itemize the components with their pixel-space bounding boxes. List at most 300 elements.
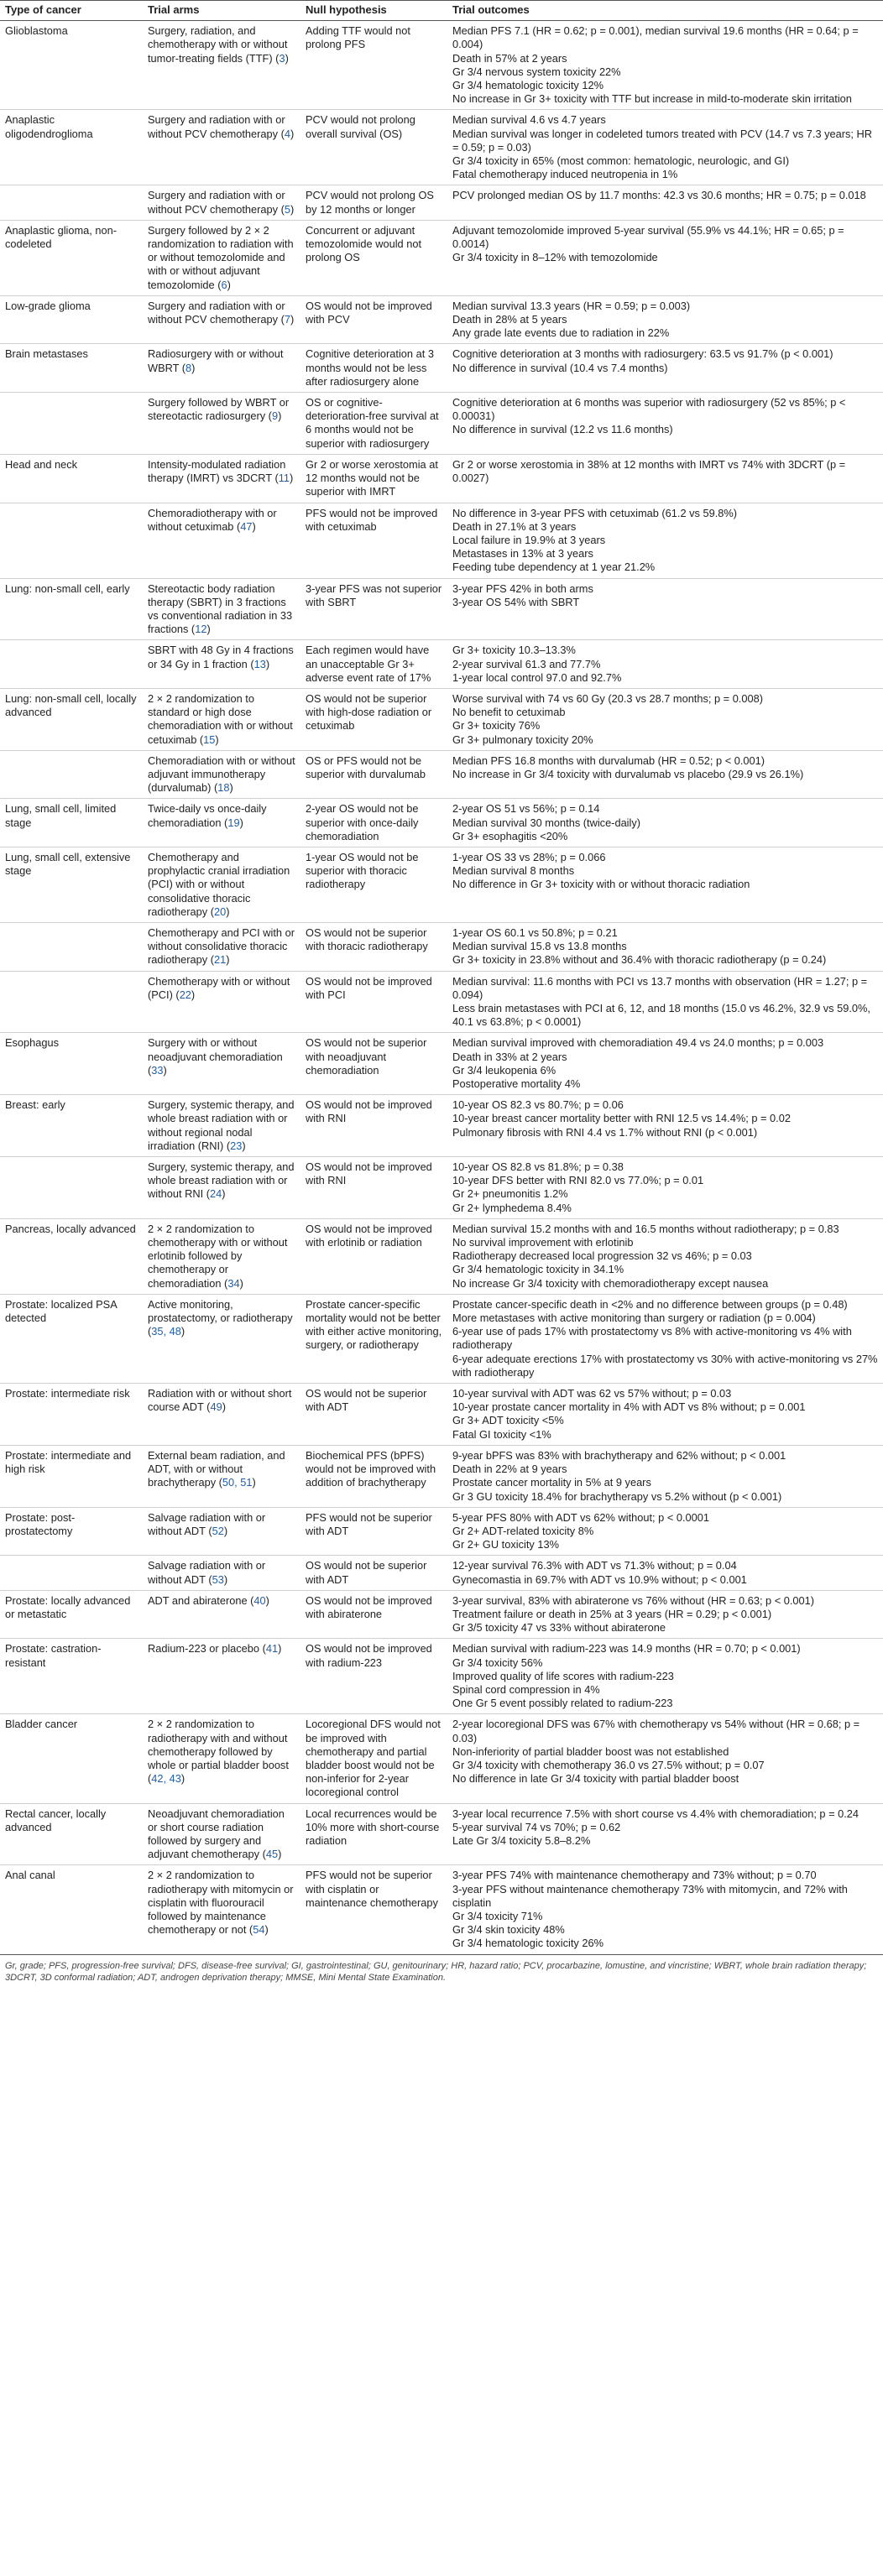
outcome-line: Gr 3/4 toxicity with chemotherapy 36.0 vs 27.5% without; p = 0.07 (452, 1758, 765, 1771)
cell-null-hypothesis: OS or cognitive-deterioration-free survival at 6 months would not be superior with radiosurgery (300, 393, 447, 455)
table-row (0, 503, 883, 578)
cell-trial-outcomes (447, 922, 883, 971)
cell-cancer-type: Low-grade glioma (0, 295, 143, 344)
outcome-line: 2-year survival 61.3 and 77.7% (452, 657, 601, 670)
cell-trial-arms: Chemotherapy and PCI with or without consolidative thoracic radiotherapy (21) (143, 922, 300, 971)
cell-cancer-type: Prostate: locally advanced or metastatic (0, 1590, 143, 1639)
outcome-line: Median survival improved with chemoradiation 49.4 vs 24.0 months; p = 0.003 (452, 1036, 824, 1050)
outcome-line: Gr 3/4 toxicity 71% (452, 1909, 543, 1922)
cell-trial-arms: SBRT with 48 Gy in 4 fractions or 34 Gy in 1 fraction (13) (143, 640, 300, 689)
table-row (0, 1556, 883, 1590)
reference-link[interactable]: 15 (203, 733, 216, 746)
cell-null-hypothesis: OS would not be superior with neoadjuvant chemoradiation (300, 1033, 447, 1095)
outcome-line: Gr 3/5 toxicity 47 vs 33% without abiraterone (452, 1621, 666, 1635)
header-row (0, 1, 883, 21)
reference-link[interactable]: 40 (253, 1593, 266, 1607)
cell-cancer-type: Bladder cancer (0, 1714, 143, 1803)
cell-trial-outcomes (447, 1714, 883, 1803)
reference-link[interactable]: 4 (284, 127, 291, 140)
cell-trial-outcomes (447, 971, 883, 1033)
outcome-line: 5-year survival 74 vs 70%; p = 0.62 (452, 1820, 621, 1833)
table-row (0, 799, 883, 847)
outcome-line: Late Gr 3/4 toxicity 5.8–8.2% (452, 1833, 591, 1847)
outcome-line: Gr 3/4 hematologic toxicity in 34.1% (452, 1263, 624, 1276)
outcome-line: No difference in survival (12.2 vs 11.6 months) (452, 423, 673, 436)
cell-cancer-type: Prostate: castration-resistant (0, 1639, 143, 1714)
outcome-line: Local failure in 19.9% at 3 years (452, 533, 606, 546)
reference-link[interactable]: 42, 43 (151, 1772, 181, 1786)
table-row (0, 1095, 883, 1157)
table-row (0, 688, 883, 750)
outcome-line: 10-year survival with ADT was 62 vs 57% without; p = 0.03 (452, 1387, 732, 1400)
trial-arms-text: Twice-daily vs once-daily chemoradiation (148, 802, 267, 829)
trial-arms-text: Chemotherapy and PCI with or without consolidative thoracic radiotherapy (148, 926, 295, 967)
trial-arms-text: Intensity-modulated radiation therapy (IMRT) vs 3DCRT (148, 457, 286, 485)
outcome-line: Gr 3/4 toxicity 56% (452, 1656, 543, 1669)
trial-arms-text: Chemotherapy with or without (PCI) (148, 974, 290, 1001)
cell-trial-arms: Chemoradiotherapy with or without cetuximab (47) (143, 503, 300, 578)
outcome-line: Death in 57% at 2 years (452, 51, 567, 65)
outcome-line: No difference in Gr 3+ toxicity with or without thoracic radiation (452, 878, 750, 891)
cell-trial-outcomes (447, 21, 883, 110)
cell-null-hypothesis: Each regimen would have an unacceptable Gr 3+ adverse event rate of 17% (300, 640, 447, 689)
reference-link[interactable]: 3 (279, 51, 285, 65)
outcome-line: 3-year PFS 42% in both arms (452, 581, 593, 595)
table-row (0, 454, 883, 503)
outcome-line: Feeding tube dependency at 1 year 21.2% (452, 561, 656, 574)
cell-trial-outcomes (447, 799, 883, 847)
table-row (0, 393, 883, 455)
outcome-line: 3-year OS 54% with SBRT (452, 595, 580, 608)
outcome-line: Gr 3/4 toxicity in 65% (most common: hematologic, neurologic, and GI) (452, 154, 790, 168)
cell-cancer-type: Glioblastoma (0, 21, 143, 110)
cell-trial-outcomes (447, 1507, 883, 1556)
table-row (0, 847, 883, 922)
outcome-line: Median survival: 11.6 months with PCI vs 13.7 months with observation (HR = 1.27; p = 0.094) (452, 974, 868, 1001)
outcome-line: Gr 3+ esophagitis <20% (452, 829, 568, 842)
outcome-line: Less brain metastases with PCI at 6, 12, and 18 months (15.0 vs 46.2%, 32.9 vs 59.0%, 40.1 vs 63.8%; p < 0.0001) (452, 1002, 870, 1029)
cell-trial-outcomes (447, 110, 883, 185)
cell-trial-outcomes (447, 1157, 883, 1219)
outcome-line: Gr 2+ pneumonitis 1.2% (452, 1187, 568, 1201)
cell-trial-arms: Radium-223 or placebo (41) (143, 1639, 300, 1714)
outcome-line: No increase Gr 3/4 toxicity with chemoradiotherapy except nausea (452, 1276, 769, 1290)
trial-arms-text: ADT and abiraterone (148, 1593, 248, 1607)
reference-link[interactable]: 53 (212, 1572, 224, 1586)
outcome-line: Spinal cord compression in 4% (452, 1682, 600, 1696)
table-row (0, 1639, 883, 1714)
outcome-line: 3-year local recurrence 7.5% with short course vs 4.4% with chemoradiation; p = 0.24 (452, 1807, 859, 1820)
cell-trial-arms: Neoadjuvant chemoradiation or short course radiation followed by surgery and adjuvant chemotherapy (45) (143, 1803, 300, 1865)
cell-cancer-type (0, 922, 143, 971)
outcome-line: Cognitive deterioration at 6 months was superior with radiosurgery (52 vs 85%; p < 0.00031) (452, 396, 846, 423)
outcome-line: Median survival with radium-223 was 14.9 months (HR = 0.70; p < 0.001) (452, 1642, 801, 1656)
outcome-line: 2-year locoregional DFS was 67% with chemotherapy vs 54% without (HR = 0.68; p = 0.03) (452, 1718, 860, 1744)
cell-null-hypothesis: Cognitive deterioration at 3 months would not be less after radiosurgery alone (300, 344, 447, 393)
outcome-line: No difference in survival (10.4 vs 7.4 months) (452, 361, 668, 374)
cell-null-hypothesis: OS would not be improved with radium-223 (300, 1639, 447, 1714)
cell-trial-arms: Surgery, radiation, and chemotherapy with or without tumor-treating fields (TTF) (3) (143, 21, 300, 110)
cell-trial-arms: Stereotactic body radiation therapy (SBRT) in 3 fractions vs conventional radiation in 33 fractions (12) (143, 578, 300, 640)
trial-arms-text: Surgery followed by 2 × 2 randomization to radiation with or without temozolomide and with or without adjuvant temozolomide (148, 223, 294, 291)
cell-null-hypothesis: OS would not be improved with PCI (300, 971, 447, 1033)
table-row (0, 295, 883, 344)
table-row (0, 1590, 883, 1639)
cell-trial-arms: Salvage radiation with or without ADT (53) (143, 1556, 300, 1590)
cell-trial-outcomes (447, 185, 883, 220)
cell-cancer-type: Head and neck (0, 454, 143, 503)
outcome-line: 10-year breast cancer mortality better with RNI 12.5 vs 14.4%; p = 0.02 (452, 1112, 791, 1125)
cell-trial-arms: Chemotherapy and prophylactic cranial irradiation (PCI) with or without consolidative thoracic radiotherapy (20) (143, 847, 300, 922)
outcome-line: Median survival 30 months (twice-daily) (452, 816, 641, 829)
trial-arms-text: Radiation with or without short course ADT (148, 1387, 292, 1414)
cell-null-hypothesis: OS would not be superior with ADT (300, 1556, 447, 1590)
outcome-line: Treatment failure or death in 25% at 3 years (HR = 0.29; p < 0.001) (452, 1607, 772, 1620)
cell-trial-outcomes (447, 1556, 883, 1590)
trial-arms-text: 2 × 2 randomization to standard or high dose chemoradiation with or without cetuximab (148, 691, 293, 746)
outcome-line: Adjuvant temozolomide improved 5-year survival (55.9% vs 44.1%; HR = 0.65; p = 0.0014) (452, 223, 844, 251)
cell-trial-outcomes (447, 1218, 883, 1294)
outcome-line: Gr 3/4 hematologic toxicity 26% (452, 1937, 603, 1950)
cell-null-hypothesis: OS would not be improved with RNI (300, 1095, 447, 1157)
reference-link[interactable]: 52 (212, 1524, 224, 1537)
outcome-line: Gr 3+ pulmonary toxicity 20% (452, 733, 593, 746)
table-row (0, 220, 883, 295)
table-row (0, 1033, 883, 1095)
cell-trial-outcomes (447, 1294, 883, 1383)
trial-arms-text: Chemotherapy and prophylactic cranial irradiation (PCI) with or without consolidative thoracic radiotherapy (148, 850, 290, 918)
cell-cancer-type (0, 971, 143, 1033)
trial-arms-text: External beam radiation, and ADT, with or without brachytherapy (148, 1448, 285, 1489)
table-row (0, 971, 883, 1033)
outcome-line: 6-year adequate erections 17% with prostatectomy vs 30% with active-monitoring vs 27% with radiotherapy (452, 1352, 878, 1379)
cell-trial-arms: Intensity-modulated radiation therapy (IMRT) vs 3DCRT (11) (143, 454, 300, 503)
cell-trial-arms: Radiation with or without short course ADT (49) (143, 1384, 300, 1446)
cell-null-hypothesis: PCV would not prolong OS by 12 months or longer (300, 185, 447, 220)
outcome-line: Median survival 15.8 vs 13.8 months (452, 940, 627, 953)
cell-trial-outcomes (447, 1639, 883, 1714)
outcome-line: Gr 3/4 leukopenia 6% (452, 1063, 556, 1077)
reference-link[interactable]: 5 (284, 202, 291, 216)
reference-link[interactable]: 11 (278, 472, 290, 485)
cell-trial-outcomes (447, 1803, 883, 1865)
cell-null-hypothesis: PCV would not prolong overall survival (OS) (300, 110, 447, 185)
table-row (0, 1803, 883, 1865)
cell-cancer-type: Esophagus (0, 1033, 143, 1095)
reference-link[interactable]: 9 (271, 409, 279, 423)
cell-cancer-type (0, 503, 143, 578)
cell-cancer-type (0, 1157, 143, 1219)
outcome-line: Median survival 15.2 months with and 16.5 months without radiotherapy; p = 0.83 (452, 1222, 839, 1235)
outcome-line: Prostate cancer-specific death in <2% and no difference between groups (p = 0.48) (452, 1297, 848, 1311)
cell-cancer-type: Anaplastic glioma, non-codeleted (0, 220, 143, 295)
cell-cancer-type: Prostate: post-prostatectomy (0, 1507, 143, 1556)
cell-trial-outcomes (447, 454, 883, 503)
cell-cancer-type (0, 1556, 143, 1590)
outcome-line: Median survival 8 months (452, 864, 575, 878)
trial-arms-text: Radium-223 or placebo (148, 1642, 260, 1656)
outcome-line: Death in 27.1% at 3 years (452, 519, 577, 533)
cell-trial-outcomes (447, 688, 883, 750)
cell-null-hypothesis: 3-year PFS was not superior with SBRT (300, 578, 447, 640)
table-row (0, 344, 883, 393)
cell-trial-outcomes (447, 750, 883, 799)
header-trial-outcomes: Trial outcomes (447, 1, 883, 21)
reference-link[interactable]: 12 (195, 623, 207, 636)
cell-cancer-type: Breast: early (0, 1095, 143, 1157)
outcome-line: Gr 3/4 hematologic toxicity 12% (452, 79, 603, 92)
reference-link[interactable]: 7 (284, 313, 291, 326)
outcome-line: Prostate cancer mortality in 5% at 9 years (452, 1476, 651, 1489)
cell-null-hypothesis: 1-year OS would not be superior with thoracic radiotherapy (300, 847, 447, 922)
outcome-line: 12-year survival 76.3% with ADT vs 71.3% without; p = 0.04 (452, 1559, 737, 1572)
reference-link[interactable]: 13 (253, 657, 266, 670)
reference-link[interactable]: 54 (253, 1923, 265, 1937)
cell-trial-arms: 2 × 2 randomization to radiotherapy with mitomycin or cisplatin with fluorouracil followed by maintenance chemotherapy or not (54) (143, 1865, 300, 1954)
cell-trial-arms: 2 × 2 randomization to radiotherapy with and without chemotherapy followed by whole or partial bladder boost (42, 43) (143, 1714, 300, 1803)
outcome-line: Any grade late events due to radiation in 22% (452, 326, 670, 340)
outcome-line: No survival improvement with erlotinib (452, 1236, 634, 1249)
cell-null-hypothesis: PFS would not be superior with cisplatin or maintenance chemotherapy (300, 1865, 447, 1954)
table-row (0, 922, 883, 971)
reference-link[interactable]: 34 (227, 1276, 240, 1290)
outcome-line: Gr 3/4 toxicity in 8–12% with temozolomide (452, 251, 658, 264)
cell-trial-outcomes (447, 847, 883, 922)
outcome-line: Fatal chemotherapy induced neutropenia in 1% (452, 168, 678, 181)
cell-cancer-type: Lung: non-small cell, locally advanced (0, 688, 143, 750)
trial-arms-text: Neoadjuvant chemoradiation or short course radiation followed by surgery and adjuvant chemotherapy (148, 1807, 285, 1861)
reference-link[interactable]: 41 (265, 1642, 279, 1656)
outcome-line: 9-year bPFS was 83% with brachytherapy and 62% without; p < 0.001 (452, 1448, 786, 1462)
cell-null-hypothesis: OS would not be superior with ADT (300, 1384, 447, 1446)
trial-arms-text: 2 × 2 randomization to radiotherapy with and without chemotherapy followed by whole or partial bladder boost (148, 1718, 289, 1771)
cell-trial-arms: Surgery and radiation with or without PCV chemotherapy (5) (143, 185, 300, 220)
cell-cancer-type: Prostate: intermediate risk (0, 1384, 143, 1446)
trial-arms-text: 2 × 2 randomization to radiotherapy with mitomycin or cisplatin with fluorouracil followed by maintenance chemotherapy or not (148, 1869, 294, 1937)
reference-link[interactable]: 22 (179, 988, 191, 1001)
outcome-line: Median PFS 16.8 months with durvalumab (HR = 0.52; p < 0.001) (452, 754, 765, 767)
outcome-line: 6-year use of pads 17% with prostatectomy vs 8% with active-monitoring vs 4% with radiotherapy (452, 1325, 852, 1352)
trial-arms-text: Stereotactic body radiation therapy (SBRT) in 3 fractions vs conventional radiation in 33 fractions (148, 581, 293, 636)
trial-arms-text: Surgery with or without neoadjuvant chemoradiation (148, 1036, 283, 1063)
trial-arms-text: Radiosurgery with or without WBRT (148, 347, 284, 374)
cell-null-hypothesis: Adding TTF would not prolong PFS (300, 21, 447, 110)
outcome-line: Gr 2+ lymphedema 8.4% (452, 1201, 572, 1214)
cell-cancer-type (0, 393, 143, 455)
outcome-line: Cognitive deterioration at 3 months with radiosurgery: 63.5 vs 91.7% (p < 0.001) (452, 347, 833, 361)
cell-cancer-type: Rectal cancer, locally advanced (0, 1803, 143, 1865)
cell-trial-arms: ADT and abiraterone (40) (143, 1590, 300, 1639)
cell-trial-outcomes (447, 640, 883, 689)
cell-null-hypothesis: Prostate cancer-specific mortality would not be better with either active monitoring, surgery, or radiotherapy (300, 1294, 447, 1383)
cell-trial-outcomes (447, 1033, 883, 1095)
cell-cancer-type: Anaplastic oligodendroglioma (0, 110, 143, 185)
table-row (0, 1218, 883, 1294)
outcome-line: Gr 3+ toxicity 10.3–13.3% (452, 644, 576, 657)
cell-cancer-type (0, 640, 143, 689)
outcome-line: 1-year local control 97.0 and 92.7% (452, 670, 622, 684)
cell-null-hypothesis: Locoregional DFS would not be improved with chemotherapy and partial bladder boost would not be non-inferior for 2-year locoregional control (300, 1714, 447, 1803)
table-row (0, 750, 883, 799)
reference-link[interactable]: 35, 48 (151, 1325, 181, 1338)
outcome-line: Gr 3+ toxicity in 23.8% without and 36.4% with thoracic radiotherapy (p = 0.24) (452, 953, 827, 967)
cell-cancer-type: Lung: non-small cell, early (0, 578, 143, 640)
reference-link[interactable]: 23 (230, 1139, 243, 1152)
outcome-line: 2-year OS 51 vs 56%; p = 0.14 (452, 802, 600, 816)
table-row (0, 1384, 883, 1446)
cell-cancer-type: Lung, small cell, limited stage (0, 799, 143, 847)
trial-arms-text: Salvage radiation with or without ADT (148, 1559, 266, 1586)
outcome-line: Death in 33% at 2 years (452, 1050, 567, 1063)
table-row (0, 1157, 883, 1219)
outcome-line: Worse survival with 74 vs 60 Gy (20.3 vs 28.7 months; p = 0.008) (452, 691, 763, 705)
cell-cancer-type: Prostate: intermediate and high risk (0, 1445, 143, 1507)
outcome-line: Median survival was longer in codeleted tumors treated with PCV (14.7 vs 7.3 years; HR = 0.59; p = 0.03) (452, 127, 873, 154)
outcome-line: Median PFS 7.1 (HR = 0.62; p = 0.001), median survival 19.6 months (HR = 0.64; p = 0.004) (452, 24, 859, 51)
cell-null-hypothesis: PFS would not be superior with ADT (300, 1507, 447, 1556)
outcome-line: 1-year OS 33 vs 28%; p = 0.066 (452, 850, 606, 863)
cell-trial-arms: Twice-daily vs once-daily chemoradiation (19) (143, 799, 300, 847)
table-row (0, 1445, 883, 1507)
outcome-line: Death in 22% at 9 years (452, 1463, 567, 1476)
outcome-line: Death in 28% at 5 years (452, 313, 567, 326)
cell-trial-outcomes (447, 344, 883, 393)
outcome-line: Metastases in 13% at 3 years (452, 547, 593, 561)
cell-cancer-type (0, 750, 143, 799)
trial-arms-text: SBRT with 48 Gy in 4 fractions or 34 Gy in 1 fraction (148, 644, 294, 670)
cell-trial-outcomes (447, 1865, 883, 1954)
cell-trial-arms: 2 × 2 randomization to chemotherapy with or without erlotinib followed by chemotherapy or chemoradiation (34) (143, 1218, 300, 1294)
outcome-line: More metastases with active monitoring than surgery or radiation (p = 0.004) (452, 1311, 816, 1325)
reference-link[interactable]: 18 (217, 781, 230, 795)
cell-trial-arms: Radiosurgery with or without WBRT (8) (143, 344, 300, 393)
outcome-line: Gr 2 or worse xerostomia in 38% at 12 months with IMRT vs 74% with 3DCRT (p = 0.0027) (452, 457, 846, 485)
cell-trial-outcomes (447, 1445, 883, 1507)
outcome-line: 1-year OS 60.1 vs 50.8%; p = 0.21 (452, 926, 618, 939)
cell-trial-outcomes (447, 220, 883, 295)
outcome-line: Pulmonary fibrosis with RNI 4.4 vs 1.7% without RNI (p < 0.001) (452, 1125, 758, 1139)
cell-trial-arms: Surgery and radiation with or without PCV chemotherapy (7) (143, 295, 300, 344)
cell-cancer-type: Prostate: localized PSA detected (0, 1294, 143, 1383)
cell-null-hypothesis: OS would not be superior with high-dose radiation or cetuximab (300, 688, 447, 750)
outcome-line: No benefit to cetuximab (452, 706, 566, 719)
table-row (0, 185, 883, 220)
reference-link[interactable]: 50, 51 (222, 1476, 253, 1489)
trial-arms-text: Surgery and radiation with or without PCV chemotherapy (148, 113, 285, 140)
cell-null-hypothesis: OS would not be improved with abiraterone (300, 1590, 447, 1639)
cell-trial-arms: Surgery followed by WBRT or stereotactic radiosurgery (9) (143, 393, 300, 455)
table-row (0, 1714, 883, 1803)
cell-trial-arms: Chemotherapy with or without (PCI) (22) (143, 971, 300, 1033)
trial-arms-text: Surgery followed by WBRT or stereotactic radiosurgery (148, 396, 290, 423)
reference-link[interactable]: 8 (185, 361, 192, 374)
table-row (0, 640, 883, 689)
cell-trial-arms: Surgery, systemic therapy, and whole breast radiation with or without regional nodal irradiation (RNI) (23) (143, 1095, 300, 1157)
cell-null-hypothesis: Biochemical PFS (bPFS) would not be improved with addition of brachytherapy (300, 1445, 447, 1507)
outcome-line: Gynecomastia in 69.7% with ADT vs 10.9% without; p < 0.001 (452, 1572, 747, 1586)
reference-link[interactable]: 45 (265, 1848, 279, 1861)
outcome-line: Postoperative mortality 4% (452, 1077, 581, 1091)
reference-link[interactable]: 33 (151, 1063, 164, 1077)
outcome-line: Median survival 13.3 years (HR = 0.59; p = 0.003) (452, 299, 691, 312)
cell-trial-outcomes (447, 1095, 883, 1157)
table-footnote: Gr, grade; PFS, progression-free survival; DFS, disease-free survival; GI, gastrointestinal; GU, genitourinary; HR, hazard ratio; PCV, procarbazine, lomustine, and vincristine; WBRT, whole brain radiation therapy; 3DCRT, 3D conformal radiation; ADT, androgen deprivation therapy; MMSE, Mini Mental State Examination. (5, 1960, 867, 1983)
trial-arms-text: Active monitoring, prostatectomy, or radiotherapy (148, 1297, 293, 1325)
table-row (0, 110, 883, 185)
outcome-line: 5-year PFS 80% with ADT vs 62% without; p < 0.0001 (452, 1510, 709, 1524)
outcome-line: 3-year survival, 83% with abiraterone vs 76% without (HR = 0.63; p < 0.001) (452, 1593, 815, 1607)
cell-null-hypothesis: OS would not be improved with erlotinib or radiation (300, 1218, 447, 1294)
outcome-line: 10-year prostate cancer mortality in 4% with ADT vs 8% without; p = 0.001 (452, 1400, 806, 1414)
cell-null-hypothesis: PFS would not be improved with cetuximab (300, 503, 447, 578)
reference-link[interactable]: 20 (213, 905, 227, 918)
reference-link[interactable]: 47 (240, 519, 253, 533)
cell-trial-outcomes (447, 1384, 883, 1446)
outcome-line: One Gr 5 event possibly related to radium-223 (452, 1697, 673, 1710)
cell-trial-outcomes (447, 1590, 883, 1639)
outcome-line: 3-year PFS 74% with maintenance chemotherapy and 73% without; p = 0.70 (452, 1869, 817, 1882)
outcome-line: Gr 3 GU toxicity 18.4% for brachytherapy vs 5.2% without (p < 0.001) (452, 1489, 782, 1503)
cell-cancer-type (0, 185, 143, 220)
outcome-line: No difference in 3-year PFS with cetuximab (61.2 vs 59.8%) (452, 506, 738, 519)
outcome-line: 3-year PFS without maintenance chemotherapy 73% with mitomycin, and 72% with cisplatin (452, 1882, 848, 1909)
header-null-hypothesis: Null hypothesis (300, 1, 447, 21)
header-trial-arms: Trial arms (143, 1, 300, 21)
cell-null-hypothesis: Local recurrences would be 10% more with short-course radiation (300, 1803, 447, 1865)
table-row (0, 21, 883, 110)
cell-null-hypothesis: OS would not be improved with RNI (300, 1157, 447, 1219)
cell-trial-arms: Salvage radiation with or without ADT (52) (143, 1507, 300, 1556)
reference-link[interactable]: 6 (221, 278, 227, 291)
outcome-line: Non-inferiority of partial bladder boost was not established (452, 1744, 729, 1758)
outcome-line: Radiotherapy decreased local progression 32 vs 46%; p = 0.03 (452, 1249, 752, 1263)
trial-arms-text: Surgery and radiation with or without PCV chemotherapy (148, 299, 285, 326)
cell-trial-arms: Surgery, systemic therapy, and whole breast radiation with or without RNI (24) (143, 1157, 300, 1219)
outcome-line: PCV prolonged median OS by 11.7 months: 42.3 vs 30.6 months; HR = 0.75; p = 0.018 (452, 189, 866, 202)
outcome-line: No increase in Gr 3+ toxicity with TTF but increase in mild-to-moderate skin irritation (452, 92, 852, 106)
trial-arms-text: 2 × 2 randomization to chemotherapy with or without erlotinib followed by chemotherapy or chemoradiation (148, 1222, 288, 1290)
cell-cancer-type: Anal canal (0, 1865, 143, 1954)
outcome-line: 10-year OS 82.3 vs 80.7%; p = 0.06 (452, 1098, 624, 1112)
reference-link[interactable]: 24 (209, 1187, 222, 1201)
reference-link[interactable]: 21 (213, 953, 227, 967)
reference-link[interactable]: 19 (227, 816, 240, 829)
trial-arms-text: Surgery, systemic therapy, and whole breast radiation with or without RNI (148, 1160, 295, 1201)
cell-trial-arms: 2 × 2 randomization to standard or high dose chemoradiation with or without cetuximab (15) (143, 688, 300, 750)
cell-cancer-type: Brain metastases (0, 344, 143, 393)
cell-trial-outcomes (447, 578, 883, 640)
reference-link[interactable]: 49 (210, 1400, 222, 1414)
outcome-line: No difference in late Gr 3/4 toxicity with partial bladder boost (452, 1772, 739, 1786)
table-header (0, 1, 883, 21)
outcome-line: Gr 2+ GU toxicity 13% (452, 1538, 559, 1551)
outcome-line: No increase in Gr 3/4 toxicity with durvalumab vs placebo (29.9 vs 26.1%) (452, 767, 804, 780)
trial-arms-text: Chemoradiation with or without adjuvant immunotherapy (durvalumab) (148, 754, 295, 795)
cell-null-hypothesis: 2-year OS would not be superior with once-daily chemoradiation (300, 799, 447, 847)
cell-trial-outcomes (447, 503, 883, 578)
table-row (0, 1507, 883, 1556)
cell-cancer-type: Pancreas, locally advanced (0, 1218, 143, 1294)
cell-trial-outcomes (447, 393, 883, 455)
header-type-of-cancer: Type of cancer (0, 1, 143, 21)
trial-arms-text: Surgery, radiation, and chemotherapy with or without tumor-treating fields (TTF) (148, 24, 288, 65)
cell-null-hypothesis: Concurrent or adjuvant temozolomide would not prolong OS (300, 220, 447, 295)
cell-null-hypothesis: OS or PFS would not be superior with durvalumab (300, 750, 447, 799)
cell-trial-arms: Surgery with or without neoadjuvant chemoradiation (33) (143, 1033, 300, 1095)
cell-cancer-type: Lung, small cell, extensive stage (0, 847, 143, 922)
cell-null-hypothesis: Gr 2 or worse xerostomia at 12 months would not be superior with IMRT (300, 454, 447, 503)
trial-arms-text: Surgery, systemic therapy, and whole breast radiation with or without regional nodal irradiation (RNI) (148, 1098, 295, 1152)
